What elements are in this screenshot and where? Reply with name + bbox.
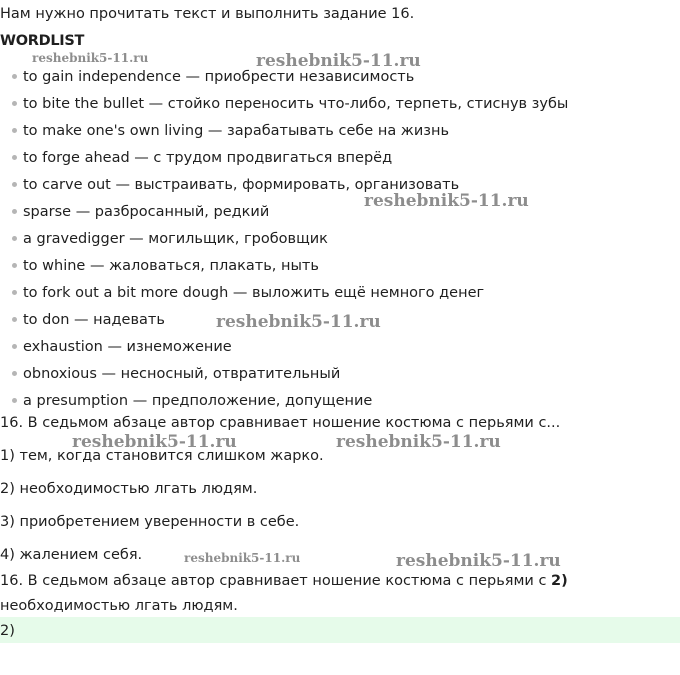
wordlist-title: WORDLIST xyxy=(0,33,85,49)
intro-text: Нам нужно прочитать текст и выполнить задание 16. xyxy=(0,6,415,22)
list-item: obnoxious — несносный, отвратительный xyxy=(12,365,340,383)
list-item: to don — надевать xyxy=(12,311,165,329)
watermark: reshebnik5-11.ru xyxy=(184,551,301,565)
answer-box-value: 2) xyxy=(0,623,15,639)
watermark: reshebnik5-11.ru xyxy=(396,551,561,571)
list-item: to fork out a bit more dough — выложить ещё немного денег xyxy=(12,284,484,302)
watermark: reshebnik5-11.ru xyxy=(364,191,529,211)
bullet-icon xyxy=(12,344,17,349)
watermark: reshebnik5-11.ru xyxy=(336,432,501,452)
bullet-icon xyxy=(12,209,17,214)
bullet-icon xyxy=(12,371,17,376)
answer-box[interactable] xyxy=(0,617,680,643)
option-4: 4) жалением себя. xyxy=(0,547,143,563)
bullet-icon xyxy=(12,317,17,322)
watermark: reshebnik5-11.ru xyxy=(216,312,381,332)
bullet-icon xyxy=(12,101,17,106)
bullet-icon xyxy=(12,398,17,403)
list-item: to bite the bullet — стойко переносить что-либо, терпеть, стиснув зубы xyxy=(12,95,568,113)
list-item: a gravedigger — могильщик, гробовщик xyxy=(12,230,328,248)
option-2: 2) необходимостью лгать людям. xyxy=(0,481,258,497)
answer-text: 16. В седьмом абзаце автор сравнивает ношение костюма с перьями с 2) xyxy=(0,573,568,589)
watermark: reshebnik5-11.ru xyxy=(32,51,149,65)
list-item: to forge ahead — с трудом продвигаться вперёд xyxy=(12,149,392,167)
list-item: exhaustion — изнеможение xyxy=(12,338,232,356)
watermark: reshebnik5-11.ru xyxy=(72,432,237,452)
answer-bold: 2) xyxy=(551,573,568,589)
bullet-icon xyxy=(12,182,17,187)
bullet-icon xyxy=(12,236,17,241)
bullet-icon xyxy=(12,263,17,268)
list-item: to whine — жаловаться, плакать, ныть xyxy=(12,257,319,275)
list-item: to make one's own living — зарабатывать себе на жизнь xyxy=(12,122,449,140)
answer-text-line2: необходимостью лгать людям. xyxy=(0,598,238,614)
watermark: reshebnik5-11.ru xyxy=(256,51,421,71)
bullet-icon xyxy=(12,74,17,79)
list-item: to carve out — выстраивать, формировать, организовать xyxy=(12,176,459,194)
bullet-icon xyxy=(12,128,17,133)
option-1: 1) тем, когда становится слишком жарко. xyxy=(0,448,324,464)
option-3: 3) приобретением уверенности в себе. xyxy=(0,514,300,530)
list-item: a presumption — предположение, допущение xyxy=(12,392,372,410)
bullet-icon xyxy=(12,290,17,295)
bullet-icon xyxy=(12,155,17,160)
list-item: sparse — разбросанный, редкий xyxy=(12,203,269,221)
list-item: to gain independence — приобрести независимость xyxy=(12,68,414,86)
question-text: 16. В седьмом абзаце автор сравнивает ношение костюма с перьями с... xyxy=(0,415,561,431)
